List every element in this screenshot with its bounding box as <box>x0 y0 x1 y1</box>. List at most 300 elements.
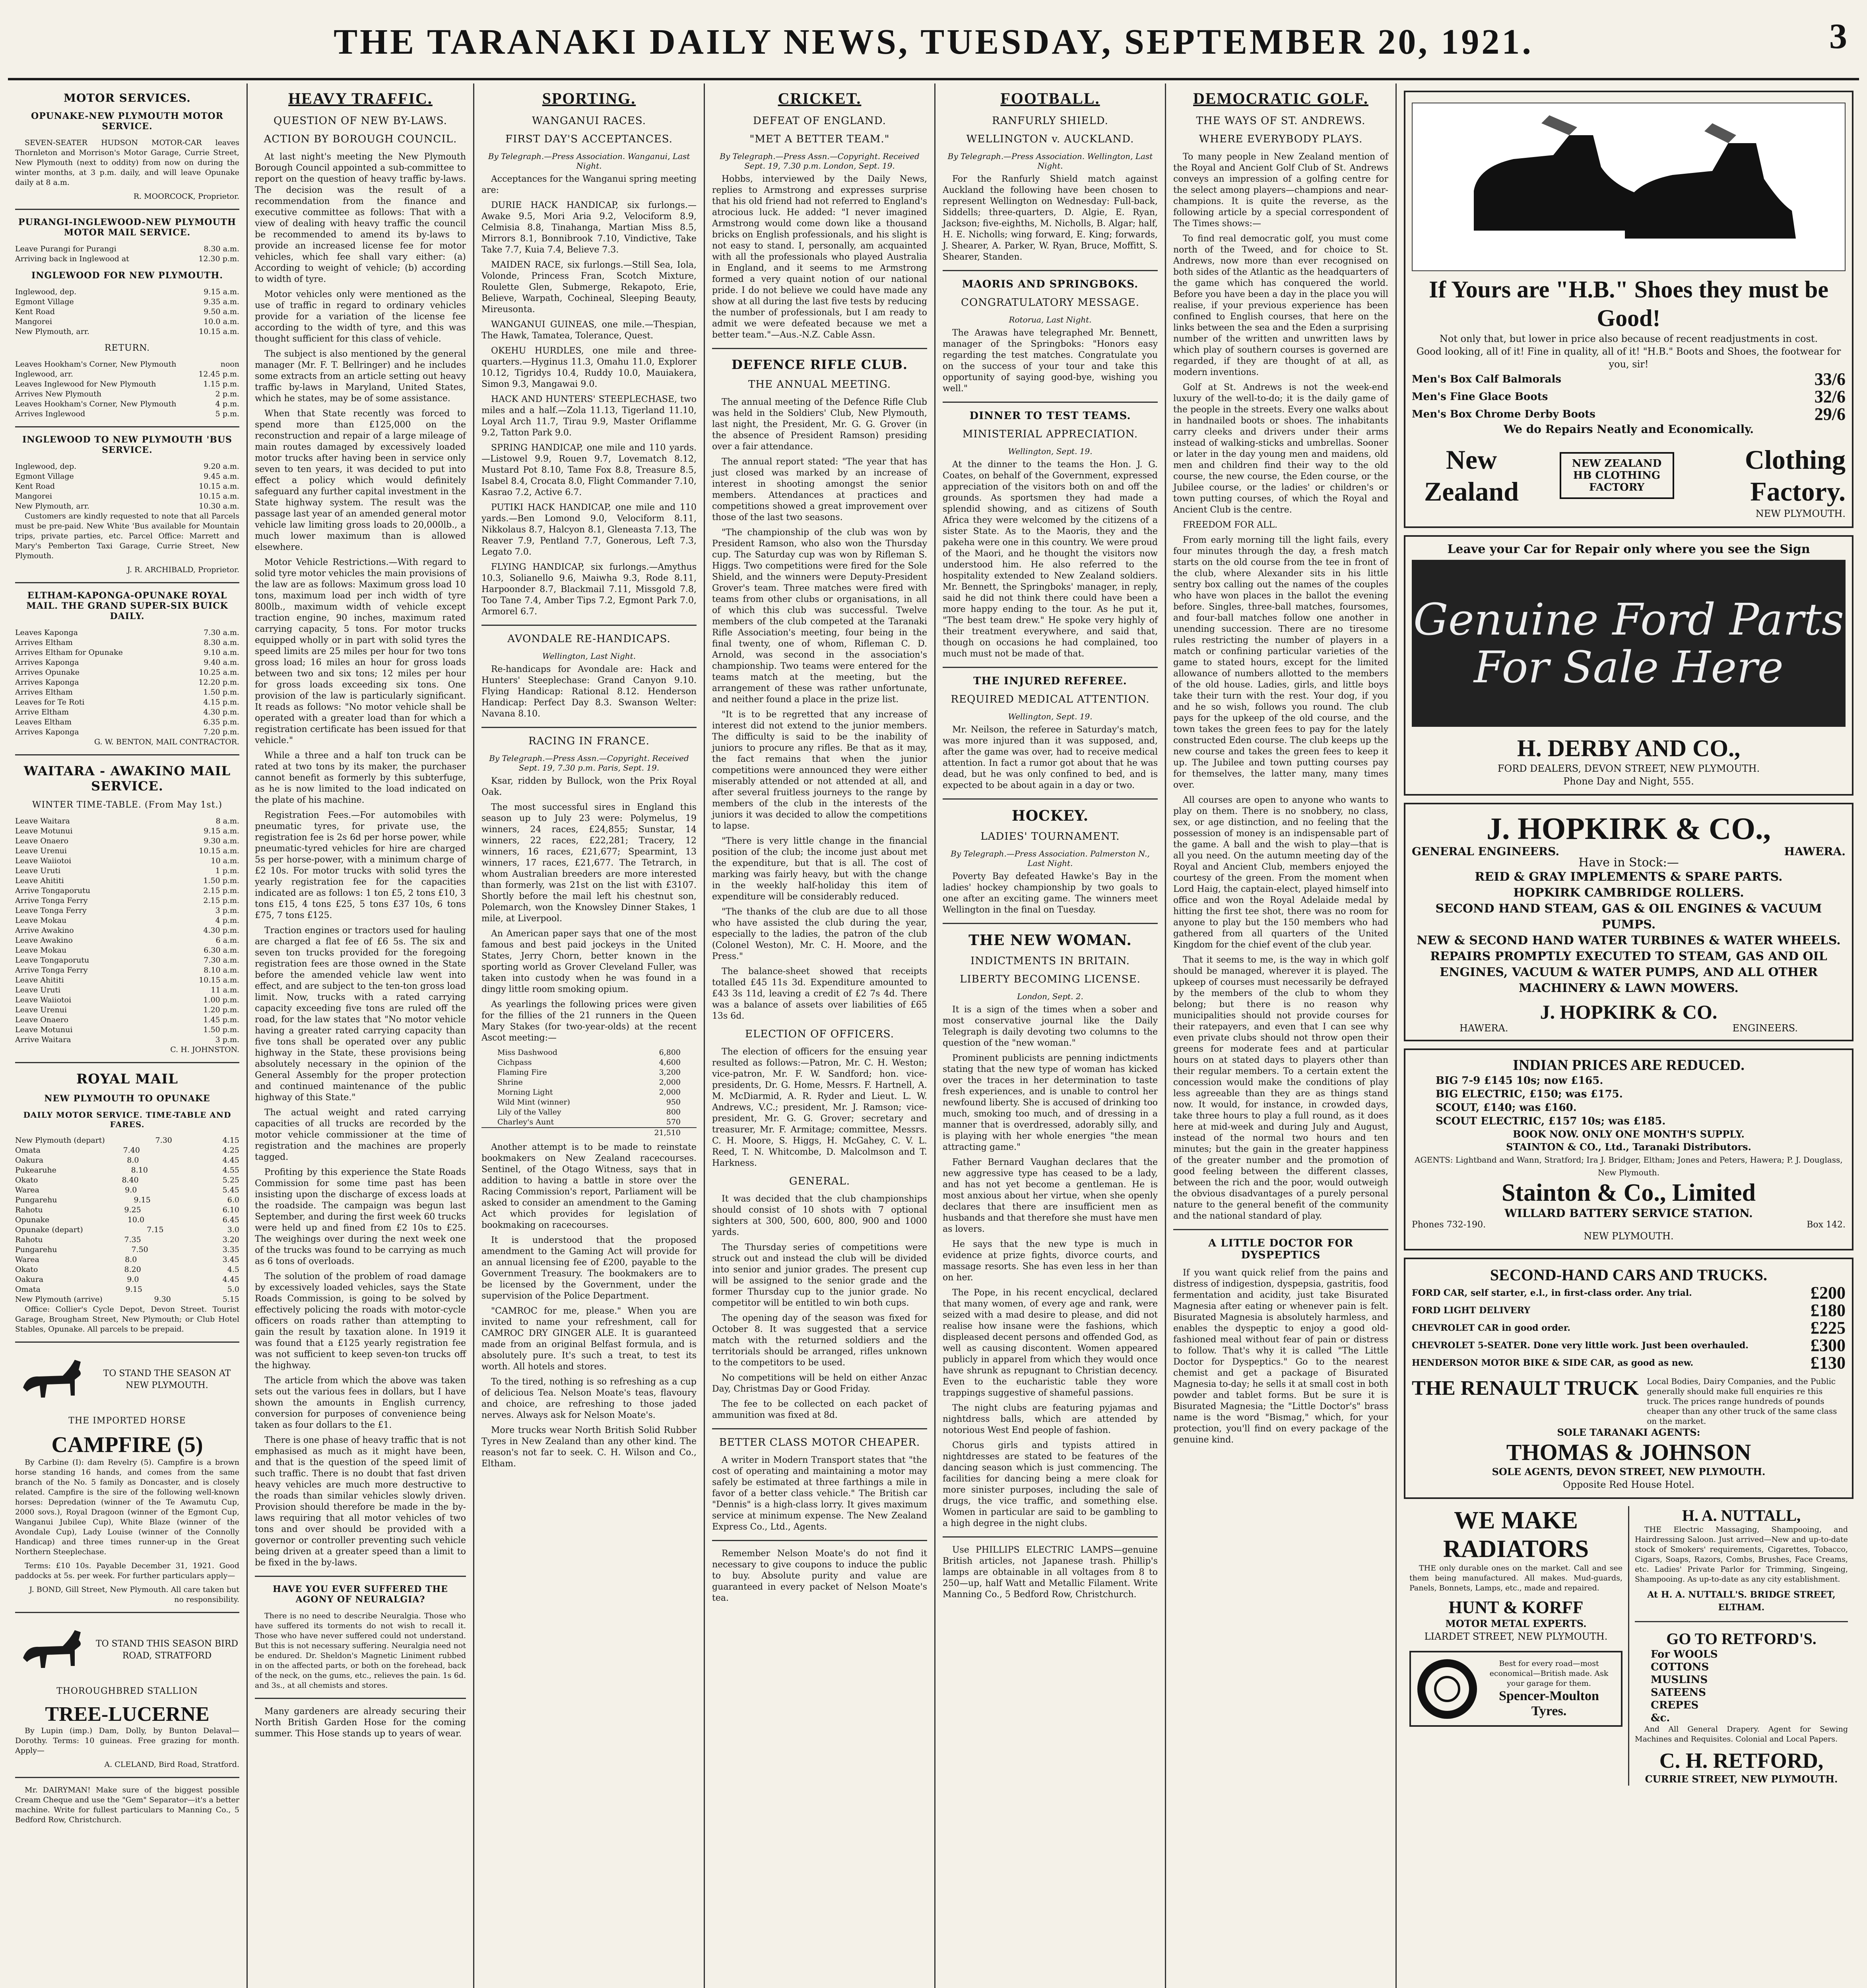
neuralgia-ad-title: HAVE YOU EVER SUFFERED THE AGONY OF NEURALGIA? <box>273 1584 448 1605</box>
heavy-traffic-paragraph: The subject is also mentioned by the general manager (Mr. F. T. Bellringer) and he includes some extracts from an article setting out heavy traffic by-laws in Maryland, United States, which he states, may be of some assistance. <box>255 349 466 404</box>
daily-cell: 4.15 <box>222 1136 239 1145</box>
waitara-row <box>15 1015 239 1025</box>
tyre-slogan: Best for every road—most economical—British made. Ask your garage for them. <box>1489 1659 1609 1688</box>
car-row <box>1412 1284 1846 1302</box>
daily-cell: 6.0 <box>227 1196 239 1204</box>
horse-icon <box>15 1352 95 1408</box>
retford-name: C. H. RETFORD, <box>1659 1749 1824 1773</box>
opunake-heading: OPUNAKE-NEW PLYMOUTH MOTOR SERVICE. <box>31 111 223 132</box>
doctor-text: If you want quick relief from the pains and distress of indigestion, dyspepsia, gastritis, food fermentation and acidity, just take Bisurated Magnesia after eating or whenever pain is felt. Bisurated Magnesia is absolutely harmless, and enables the dyspeptic to enjoy a good old-fashioned meal without fear of pain or distress to follow. That's why it is called "The Little Doctor for Dyspeptics." Go to the nearest chemist and get a package of Bisurated Magnesia to-day; he sells it at small cost in both powder and tablet forms. But be sure it is Bisurated Magnesia; the "Little Doctor's" brass name is the word "Bismag," which, for your protection, you'll find on every package of the genuine kind. <box>1173 1268 1388 1445</box>
waitara-cell: 1.50 p.m. <box>203 876 239 885</box>
indian-price-row: BIG 7-9 £145 10s; now £165. <box>1436 1075 1603 1087</box>
eltham-row <box>15 687 239 697</box>
hb-price-row <box>1412 406 1846 423</box>
heavy-traffic-paragraph: The actual weight and rated carrying capacities of all trucks are recorded by the motor vehicle commissioner at the time of registration and the machines are properly tagged. <box>255 1108 466 1162</box>
return-cell: Arrives Inglewood <box>15 410 85 418</box>
waitara-row <box>15 926 239 936</box>
eltham-cell: 6.35 p.m. <box>203 718 239 726</box>
return-row <box>15 409 239 419</box>
inglewood-bus-schedule <box>15 462 239 511</box>
daily-row <box>15 1175 239 1185</box>
daily-cell: Okato <box>15 1176 38 1184</box>
waitara-row <box>15 1025 239 1035</box>
waitara-row <box>15 836 239 846</box>
daily-cell: Okato <box>15 1265 38 1274</box>
inglewood-bus-row <box>15 472 239 481</box>
inglewood-row <box>15 287 239 297</box>
purangi-cell: Arriving back in Inglewood at <box>15 254 129 263</box>
dinner-byline: Wellington, Sept. 19. <box>1008 447 1093 456</box>
waitara-cell: Arrive Waitara <box>15 1035 71 1044</box>
waitara-cell: 8.10 a.m. <box>204 966 239 975</box>
hopkirk-ad <box>1404 803 1853 1041</box>
hopkirk-line: REPAIRS PROMPTLY EXECUTED TO STEAM, GAS AND OIL ENGINES, VACUUM & WATER PUMPS, AND ALL OTHER MACHINERY & LAWN MOWERS. <box>1430 949 1827 995</box>
eltham-row <box>15 638 239 648</box>
woman-paragraph: Chorus girls and typists attired in nightdresses are stated to be features of the dancing season which is just commencing. The facilities for dancing being a mere cloak for more sinister purposes, including the sale of drugs, the vice traffic, and something else. Women in particular are said to be gambling to a high degree in the night clubs. <box>943 1441 1158 1528</box>
injured-byline: Wellington, Sept. 19. <box>1008 712 1093 721</box>
radiators-title: WE MAKE RADIATORS <box>1443 1507 1589 1563</box>
daily-cell: 5.45 <box>222 1186 239 1194</box>
waitara-row <box>15 916 239 926</box>
daily-cell: Rahotu <box>15 1235 43 1244</box>
column-3-sporting <box>473 83 704 1988</box>
daily-cell: 9.15 <box>125 1285 142 1294</box>
golf-paragraph: From early morning till the light fails, every four minutes through the day, a fresh match starts on the old course from the tee in front of the club, where Alexander sits in his little sentry box calling out the names of the couples who have won places in the ballot the evening before. Singles, three-ball matches, foursomes, and four-ball matches follow one another in unending succession. There are no tiresome rules restricting the number of players in a match or confining particular varieties of the game to stated hours, except for the limited allowance of numbers allotted to the members of the old house. Ladies, girls, and little boys take their turn with the rest. Your dog, if you and he so wish, follows you round. The club pays for the upkeep of the old course, and the town takes the green fees to pay for the lately constructed Eden course. The club keeps up the new course and takes the green fees to keep it up. The Jubilee and town putting courses pay for themselves, the latter many, many times over. <box>1173 535 1388 790</box>
heavy-traffic-sub2: ACTION BY BOROUGH COUNCIL. <box>264 133 457 145</box>
eltham-cell: Leaves Eltham <box>15 718 72 726</box>
hb-price-row <box>1412 371 1846 388</box>
daily-cell: 4.45 <box>222 1275 239 1284</box>
motor-cheaper-heading: BETTER CLASS MOTOR CHEAPER. <box>719 1437 920 1448</box>
daily-cell: 4.45 <box>222 1156 239 1165</box>
radiators-firm-addr: LIARDET STREET, NEW PLYMOUTH. <box>1424 1631 1608 1642</box>
rifle-paragraph: "The championship of the club was won by President Ramson, who also won the Thursday cup. The Saturday cup was won by Rifleman S. Higgs. Two competitions were fired for the Sole Shield, and the winners were Deputy-President Grover's team. Three matches were fired with teams from other clubs or organisations, in all of which this club was successful. Twelve members of the club competed at the Taranaki Rifle Association's meeting, four being in the final twenty, one of whom, Rifleman C. D. Arnold, was second in the association's championship. Two teams were entered for the teams match at the meeting, but the arrangement of these was rather unfortunate, and neither found a place in the prize list. <box>712 528 927 705</box>
daily-cell: 5.0 <box>227 1285 239 1294</box>
daily-cell: 7.40 <box>123 1146 140 1155</box>
daily-row <box>15 1215 239 1225</box>
golf-paragraph: To many people in New Zealand mention of the Royal and Ancient Golf Club of St. Andrews conveys an impression of a golfing centre for the select among players—champions and near-champions. It is quite the reverse, as the following article by a special correspondent of The Times shows:— <box>1173 152 1388 229</box>
yearling-row <box>497 1087 681 1097</box>
waitara-row <box>15 846 239 856</box>
hopkirk-right: HAWERA. <box>1784 845 1846 858</box>
cricket-sub2: "MET A BETTER TEAM." <box>749 133 890 145</box>
retford-item: MUSLINS <box>1651 1674 1708 1686</box>
hb-left: New Zealand <box>1424 445 1519 507</box>
column-2-heavy-traffic <box>246 83 473 1988</box>
ford-top: Leave your Car for Repair only where you see the Sign <box>1447 542 1810 556</box>
waitara-cell: Leave Motunui <box>15 827 73 835</box>
eltham-cell: 1.50 p.m. <box>203 688 239 697</box>
indian-agents: STAINTON & CO., Ltd., Taranaki Distributors. <box>1506 1141 1751 1153</box>
heavy-traffic-paragraph: The article from which the above was taken sets out the various fees in dollars, but I have shown the amounts in English currency, conversion for purposes of convenience being taken as four dollars to the £1. <box>255 1376 466 1430</box>
woman-heading: THE NEW WOMAN. <box>968 932 1132 949</box>
daily-cell: 8.40 <box>122 1176 139 1184</box>
heavy-traffic-paragraph: There is one phase of heavy traffic that is not emphasised as much as it might have been, and that is the question of the speed limit of such traffic. There is no doubt that fast driven heavy vehicles are much more destructive to the roads than similar vehicles slowly driven. Provision should therefore be made in the by-laws requiring that all motor vehicles of two tons and over should be provided with a governor or controller preventing such vehicle being driven at a greater speed than a limit to be fixed in the by-laws. <box>255 1435 466 1568</box>
hb-price-list <box>1412 371 1846 423</box>
return-row <box>15 389 239 399</box>
hb-tagline: Good looking, all of it! Fine in quality, all of it! "H.B." Boots and Shoes, the footwear for you, sir! <box>1416 346 1841 370</box>
ford-parts-ad <box>1404 535 1853 796</box>
daily-cell: 9.30 <box>154 1295 171 1304</box>
daily-cell: 5.25 <box>222 1176 239 1184</box>
campfire-head2: THE IMPORTED HORSE <box>68 1416 186 1426</box>
waitara-sign: C. H. JOHNSTON. <box>170 1045 239 1054</box>
hb-item-price: 32/6 <box>1814 387 1846 406</box>
yearling-cell: 6,800 <box>659 1048 681 1057</box>
eltham-row <box>15 668 239 678</box>
horse-illustration <box>15 1350 239 1409</box>
daily-row <box>15 1245 239 1255</box>
eltham-cell: 7.30 a.m. <box>204 628 239 637</box>
return-cell: 4 p.m. <box>215 400 239 408</box>
waitara-cell: Leave Motunui <box>15 1025 73 1034</box>
indian-price-row: SCOUT, £140; was £160. <box>1436 1102 1577 1114</box>
masthead <box>16 8 1851 76</box>
waitara-cell: 2.15 p.m. <box>203 896 239 905</box>
daily-cell: Opunake <box>15 1215 50 1224</box>
cars-firm-addr: SOLE AGENTS, DEVON STREET, NEW PLYMOUTH. <box>1492 1466 1766 1477</box>
eltham-cell: 4.15 p.m. <box>203 698 239 707</box>
inglewood-bus-note: Customers are kindly requested to note that all Parcels must be pre-paid. New White 'Bus available for Mountain trips, private parties, etc. Parcel Office: Marrett and Mary's Pemberton Taxi Garage, Currie Street, New Plymouth. <box>15 512 239 560</box>
eltham-cell: 4.30 p.m. <box>203 708 239 716</box>
yearlings-table <box>481 1048 697 1127</box>
waitara-cell: Leave Waiiotoi <box>15 856 72 865</box>
waitara-row <box>15 906 239 916</box>
heavy-traffic-paragraph: Motor Vehicle Restrictions.—With regard to solid tyre motor vehicles the main provisions of the law are as follows: Maximum gross load 10 tons, maximum load per inch width of tyre 800lb., maximum width of vehicle except traction engine, 90 inches, maximum rated carrying capacity, 5 tons. For motor trucks equipped wholly or in part with solid tyres the speed limits are 25 miles per hour for two tons gross load; 16 miles an hour for gross loads between two and six tons; 12 miles per hour for gross loads exceeding six tons. One provision of the law is particularly significant. It reads as follows: "No motor vehicle shall be operated with a greater load than for which a registration certificate has been issued for that vehicle." <box>255 557 466 746</box>
waitara-cell: Leave Ahititi <box>15 976 64 984</box>
wanganui-paragraph: HACK AND HUNTERS' STEEPLECHASE, two miles and a half.—Zola 11.13, Tigerland 11.10, Loyal Arch 11.7, Tirau 9.9, Master Oriflamme 9.2, Tatton Park 9.0. <box>481 394 697 438</box>
daily-row <box>15 1185 239 1195</box>
yearling-row <box>497 1048 681 1058</box>
eltham-row <box>15 697 239 707</box>
injured-sub: REQUIRED MEDICAL ATTENTION. <box>951 693 1150 705</box>
yearling-cell: Wild Mint (winner) <box>497 1098 570 1107</box>
maoris-sub: CONGRATULATORY MESSAGE. <box>961 297 1139 309</box>
waitara-cell: Leave Ahititi <box>15 876 64 885</box>
inglewood-bus-cell: 10.15 a.m. <box>199 482 239 491</box>
column-5-football <box>934 83 1165 1988</box>
heavy-traffic-article <box>255 151 466 1569</box>
nuttall-text: THE Electric Massaging, Shampooing, and Hairdressing Saloon. Just arrived—New and up-to-date stock of Smokers' requirements, Cigarettes, Tobacco, Cigars, Soaps, Razors, Combs, Brushes, Face Creams, etc. Ladies' Private Parlor for Trimming, Singeing, Shampooing. As up-to-date as any city establishment. <box>1635 1525 1848 1584</box>
stainton-box: Box 142. <box>1807 1220 1846 1230</box>
daily-cell: Oakura <box>15 1275 44 1284</box>
yearling-row <box>497 1077 681 1087</box>
eltham-cell: Arrives Opunake <box>15 668 80 677</box>
waitara-row <box>15 866 239 876</box>
indian-prices-ad <box>1404 1048 1853 1250</box>
wanganui-paragraph: MAIDEN RACE, six furlongs.—Still Sea, Iola, Volonde, Princess Fran, Scotch Mixture, Roulette Glen, Submerge, Rekapoto, Erie, Believe, Warpath, Cochineal, Sleeping Beauty, Mireusonta. <box>481 260 697 315</box>
daily-cell: Warea <box>15 1255 39 1264</box>
yearling-cell: Lily of the Valley <box>497 1108 561 1116</box>
golf-paragraph: That it seems to me, is the way in which golf should be managed, wherever it is played. The upkeep of courses must necessarily be defrayed by the members of the club to whom they belong; but there is no reason why municipalities should not provide courses for their ratepayers, and even that I can see why even private clubs should not throw open their greens for moderate fees and at particular hours on at stated days to players other than their regular members. To a certain extent the concession would make the conditions of play less agreeable than they are as things stand now. It would, for instance, in crowded days, take three hours to play a full round, as it does here at mid-week and during July and August, instead of the normal two hours and ten minutes; but the gain in the greater happiness of the greater number and the promotion of good feeling between the different classes, between the rich and the poor, would outweigh the obvious disadvantages of a purely personal nature to the general benefit of the community and the national standard of play. <box>1173 955 1388 1221</box>
inglewood-cell: Mangorei <box>15 317 52 326</box>
daily-cell: Rahotu <box>15 1206 43 1214</box>
general-heading: GENERAL. <box>789 1175 850 1187</box>
purangi-schedule <box>15 244 239 264</box>
hopkirk-line: HOPKIRK CAMBRIDGE ROLLERS. <box>1513 886 1744 900</box>
heavy-traffic-heading: HEAVY TRAFFIC. <box>288 89 433 107</box>
rifle-paragraph: The balance-sheet showed that receipts totalled £45 11s 3d. Expenditure amounted to £43 3s 11d, leaving a credit of £2 7s 4d. There was a balance of assets over liabilities of £65 13s 6d. <box>712 967 927 1021</box>
election-heading: ELECTION OF OFFICERS. <box>745 1028 894 1040</box>
cricket-text: Hobbs, interviewed by the Daily News, replies to Armstrong and expresses surprise that his old friend had not referred to England's atrocious luck. He added: "I never imagined Armstrong would come down like a thousand bricks on English professionals, and his slight is not easy to stand. I, personally, am acquainted with all the professionals who played Australia in England, and it seems to me Armstrong formed a very quaint notion of our national pride. I do not believe we could have made any show at all during the last five tests by reducing the number of professionals, but I am ready to admit we were defeated because we met a better team."—Aus.-N.Z. Cable Assn. <box>712 174 927 340</box>
purangi-row <box>15 244 239 254</box>
yearling-cell: Shrine <box>497 1078 523 1087</box>
france-byline: By Telegraph.—Press Assn.—Copyright. Received Sept. 19, 7.30 p.m. Paris, Sept. 19. <box>489 753 689 773</box>
waitara-row <box>15 945 239 955</box>
car-row <box>1412 1302 1846 1319</box>
return-cell: 12.45 p.m. <box>198 370 239 379</box>
dinner-sub: MINISTERIAL APPRECIATION. <box>962 428 1138 440</box>
inglewood-heading: INGLEWOOD FOR NEW PLYMOUTH. <box>31 270 223 281</box>
hb-sub: Not only that, but lower in price also because of recent readjustments in cost. <box>1439 333 1818 344</box>
france-paragraph: As yearlings the following prices were given for the fillies of the 21 runners in the Queen Mary Stakes (for two-year-olds) at the recent Ascot meeting:— <box>481 1000 697 1043</box>
wanganui-paragraph: OKEHU HURDLES, one mile and three-quarters.—Hyginus 11.3, Omahu 11.0, Explorer 10.12, Tigridys 10.4, Ruddy 10.0, Mauiakera, Simon 9.3, Mangawai 9.0. <box>481 346 697 389</box>
yearling-cell: Morning Light <box>497 1088 553 1097</box>
football-text: For the Ranfurly Shield match against Auckland the following have been chosen to represent Wellington on Wednesday: Full-back, Siddells; three-quarters, D. Algie, E. Ryan, Jackson; five-eighths, M. Nicholls, B. Algar; half, H. E. Nicholls; wing forward, E. King; forwards, J. Shearer, A. Parker, W. Ryan, Bruce, Moffitt, S. Shearer, Standen. <box>943 174 1158 262</box>
waitara-cell: 3 p.m. <box>215 906 239 915</box>
eltham-cell: Arrives Eltham for Opunake <box>15 648 123 657</box>
eltham-row <box>15 648 239 658</box>
lucerne-head2: THOROUGHBRED STALLION <box>56 1686 198 1696</box>
daily-cell: Omata <box>15 1146 41 1155</box>
election-text: The election of officers for the ensuing year resulted as follows:—Patron, Mr. C. H. Weston; vice-patron, Mr. F. W. Sandford; hon. vice-presidents, Dr. G. Home, Messrs. F. Hartnell, A. M. McDiarmid, A. R. Ryder and Lieut. L. W. Andrews, V.C.; president, Mr. J. Ramson; vice-president, Mr. G. G. Grover; secretary and treasurer, Mr. F. Armitage; committee, Messrs. C. H. Moore, S. Higgs, H. McGahey, C. V. L. Reed, T. N. Whitcombe, D. Malcolmson and T. Harkness. <box>712 1047 927 1168</box>
waitara-cell: 3 p.m. <box>215 1035 239 1044</box>
inglewood-bus-cell: 10.15 a.m. <box>199 492 239 501</box>
hopkirk-line: SECOND HAND STEAM, GAS & OIL ENGINES & VACUUM PUMPS. <box>1435 902 1822 932</box>
car-row <box>1412 1337 1846 1354</box>
cars-price-list <box>1412 1284 1846 1372</box>
daily-cell: 6.10 <box>222 1206 239 1214</box>
radiators-text: THE only durable ones on the market. Call and see them being manufactured. All makes. Mud-guards, Panels, Bonnets, Lamps, etc., made and repaired. <box>1409 1564 1622 1592</box>
golf-paragraph: FREEDOM FOR ALL. <box>1183 520 1278 530</box>
woman-paragraph: It is a sign of the times when a sober and most conservative journal like the Daily Telegraph is daily devoting two columns to the question of the "new woman." <box>943 1005 1158 1048</box>
second-hand-cars-ad <box>1404 1258 1853 1499</box>
inglewood-row <box>15 317 239 327</box>
return-row <box>15 399 239 409</box>
waitara-cell: Leave Waiiotoi <box>15 996 72 1004</box>
hb-shoes-ad <box>1404 91 1853 528</box>
woman-sub2: LIBERTY BECOMING LICENSE. <box>960 973 1141 985</box>
inglewood-bus-cell: Egmont Village <box>15 472 74 481</box>
wanganui-paragraph: Acceptances for the Wanganui spring meeting are: <box>481 174 697 195</box>
hockey-text: Poverty Bay defeated Hawke's Bay in the ladies' hockey championship by two goals to one after an exciting game. The winners meet Wellington in the final on Tuesday. <box>943 872 1158 915</box>
radiators-firm: HUNT & KORFF <box>1448 1598 1584 1617</box>
rifle-article <box>712 397 927 1022</box>
wanganui-acceptances <box>481 174 697 617</box>
rifle-paragraph: The annual report stated: "The year that has just closed was marked by an increase of interest in shooting amongst the senior members. Attendances at practices and competitions showed a great improvement over those of the last two seasons. <box>712 457 927 522</box>
retford-item: COTTONS <box>1651 1661 1709 1673</box>
return-row <box>15 369 239 379</box>
daily-cell: Pungarehu <box>15 1245 57 1254</box>
waitara-cell: Leave Tonga Ferry <box>15 906 87 915</box>
daily-cell: 3.45 <box>222 1255 239 1264</box>
daily-cell: 9.15 <box>134 1196 151 1204</box>
nuttall-retford-ads <box>1628 1506 1853 1786</box>
waitara-row <box>15 975 239 985</box>
waitara-row <box>15 816 239 826</box>
eltham-cell: 7.20 p.m. <box>203 728 239 736</box>
waitara-schedule <box>15 816 239 1045</box>
dairyman-text: Mr. DAIRYMAN! Make sure of the biggest possible Cream Cheque and use the "Gem" Separator—it's a better machine. Write for fullest particulars to Manning Co., 5 Bedford Row, Christchurch. <box>15 1786 239 1824</box>
daily-cell: Warea <box>15 1186 39 1194</box>
cars-agents: SOLE TARANAKI AGENTS: <box>1557 1427 1700 1438</box>
nuttall-addr: At H. A. NUTTALL'S. BRIDGE STREET, ELTHAM. <box>1647 1590 1836 1613</box>
daily-cell: Pukearuhe <box>15 1166 56 1175</box>
eltham-heading: ELTHAM-KAPONGA-OPUNAKE ROYAL MAIL. THE GRAND SUPER-SIX BUICK DAILY. <box>26 590 228 621</box>
retford-title: GO TO RETFORD'S. <box>1666 1630 1817 1648</box>
yearling-row <box>497 1058 681 1068</box>
hopkirk-name: J. HOPKIRK & CO., <box>1487 811 1771 846</box>
maoris-heading: MAORIS AND SPRINGBOKS. <box>962 278 1139 290</box>
waitara-cell: 6.30 a.m. <box>204 946 239 955</box>
yearling-cell: 950 <box>666 1098 681 1107</box>
eltham-cell: 10.25 a.m. <box>199 668 239 677</box>
eltham-cell: Arrives Eltham <box>15 638 73 647</box>
cars-firm: THOMAS & JOHNSON <box>1506 1439 1751 1465</box>
eltham-cell: Arrives Kaponga <box>15 658 79 667</box>
daily-cell: 4.55 <box>222 1166 239 1175</box>
phillips-text: Use PHILLIPS ELECTRIC LAMPS—genuine British articles, not Japanese trash. Phillip's lamps are obtainable in all voltages from 8 to 250—up, half Watt and Metallic Filament. Write Manning Co., 5 Bedford Row, Christchurch. <box>943 1545 1158 1600</box>
hb-item-price: 33/6 <box>1814 369 1846 389</box>
heavy-traffic-paragraph: Registration Fees.—For automobiles with pneumatic tyres, for private use, the registration fee is 2s 6d per horse power, while pneumatic-tyred vehicles for hire are charged 5s per horse-power, with a minimum charge of £2 10s. For motor trucks with solid tyres the yearly registration fee for the capacities indicated are as follows: 1 ton £5, 2 tons £10, 3 tons £15, 4 tons £25, 5 tons £37 10s, 6 tons £75, 7 tons £125. <box>255 810 466 920</box>
daily-row <box>15 1275 239 1285</box>
ford-phone: Phone Day and Night, 555. <box>1563 776 1694 787</box>
horse-illustration-2 <box>15 1620 239 1680</box>
daily-cell: Opunake (depart) <box>15 1225 83 1234</box>
eltham-cell: Arrive Eltham <box>15 708 69 716</box>
motor-cheaper-text: A writer in Modern Transport states that "the cost of operating and maintaining a motor may safely be estimated at three farthings a mile in favor of a better class vehicle." The British car "Dennis" is a high-class lorry. It gives maximum service at minimum expense. The New Zealand Express Co., Ltd., Agents. <box>712 1455 927 1532</box>
inglewood-schedule <box>15 287 239 337</box>
eltham-cell: Leaves for Te Roti <box>15 698 85 707</box>
heavy-traffic-sub1: QUESTION OF NEW BY-LAWS. <box>274 115 447 127</box>
waitara-row <box>15 965 239 975</box>
sporting-closing-paragraph: "CAMROC for me, please." When you are invited to name your refreshment, call for CAMROC DRY GINGER ALE. It is guaranteed made from an original Belfast formula, and is absolutely pure. It's such a treat, to test its worth. All hotels and stores. <box>481 1306 697 1372</box>
ford-banner: Genuine Ford Parts For Sale Here <box>1412 560 1846 727</box>
waitara-row <box>15 1035 239 1045</box>
football-heading: FOOTBALL. <box>1000 89 1100 107</box>
purangi-row <box>15 254 239 264</box>
inglewood-bus-cell: New Plymouth, arr. <box>15 502 89 511</box>
lucerne-title: TREE-LUCERNE <box>45 1703 210 1726</box>
eltham-row <box>15 707 239 717</box>
waitara-cell: 1.45 p.m. <box>203 1015 239 1024</box>
eltham-schedule <box>15 628 239 737</box>
daily-cell: 9.25 <box>124 1206 141 1214</box>
inglewood-cell: 9.50 a.m. <box>204 307 239 316</box>
inglewood-cell: 10.15 a.m. <box>199 327 239 336</box>
daily-cell: 9.0 <box>127 1275 139 1284</box>
injured-heading: THE INJURED REFEREE. <box>973 675 1127 687</box>
daily-row <box>15 1165 239 1175</box>
daily-cell: 4.5 <box>227 1265 239 1274</box>
rifle-paragraph: The annual meeting of the Defence Rifle Club was held in the Soldiers' Club, New Plymouth, last night, the President, Mr. G. G. Grover (in the absence of President Ramson) presiding over a fair attendance. <box>712 397 927 452</box>
france-paragraph: An American paper says that one of the most famous and best paid jockeys in the United States, Jerry Chorn, better known in the sporting world as Grover Cleveland Fuller, was taken into custody when he was found in a dingy little room smoking opium. <box>481 929 697 994</box>
waitara-cell: 6 a.m. <box>215 936 239 945</box>
daily-row <box>15 1285 239 1295</box>
ford-address: FORD DEALERS, DEVON STREET, NEW PLYMOUTH. <box>1497 763 1760 774</box>
daily-row <box>15 1136 239 1145</box>
hb-right: Clothing Factory. <box>1745 445 1846 507</box>
france-article <box>481 776 697 1044</box>
stainton-city: NEW PLYMOUTH. <box>1584 1231 1674 1242</box>
sporting-sub1: WANGANUI RACES. <box>532 115 646 127</box>
woman-sub1: INDICTMENTS IN BRITAIN. <box>970 955 1130 967</box>
daily-cell: 5.15 <box>222 1295 239 1304</box>
daily-cell: 7.35 <box>124 1235 141 1244</box>
daily-cell: 3.20 <box>222 1235 239 1244</box>
maoris-byline: Rotorua, Last Night. <box>1009 315 1092 324</box>
sporting-closing <box>481 1142 697 1470</box>
waitara-cell: Arrive Tonga Ferry <box>15 966 88 975</box>
heavy-traffic-paragraph: Motor vehicles only were mentioned as the use of traffic in regard to ordinary vehicles provide for a variation of the license fee according to the width of tyre, and this was thought sufficient for this class of vehicle. <box>255 289 466 344</box>
heavy-traffic-paragraph: Traction engines or tractors used for hauling are charged a flat fee of £6 5s. The six and seven ton trucks provided for the foregoing registration fees are those owned in the State before the amended vehicle law went into effect, and are subject to the ten-ton gross load limit. Now, trucks with a rated carrying capacity exceeding five tons are ruled off the road, for the law states that "No motor vehicle having a greater rated carrying capacity than five tons shall be operated over any public highway in the State, these provisions being absolutely necessary in the opinion of the General Assembly for the proper protection and continued maintenance of the public highway of this State." <box>255 926 466 1103</box>
yearling-cell: Cichpass <box>497 1058 532 1067</box>
cricket-sub1: DEFEAT OF ENGLAND. <box>753 115 886 127</box>
indian-agents-list: AGENTS: Lightband and Wann, Stratford; Ira J. Bridger, Eltham; Jones and Peters, Hawera; P. J. Douglass, New Plymouth. <box>1415 1155 1843 1177</box>
daily-row <box>15 1155 239 1165</box>
waitara-cell: 10.15 a.m. <box>199 846 239 855</box>
daily-cell: 6.45 <box>222 1215 239 1224</box>
hopkirk-sign-left: HAWERA. <box>1459 1023 1508 1034</box>
woman-paragraph: The night clubs are featuring pyjamas and nightdress balls, which are attended by notorious West End people of fashion. <box>943 1403 1158 1435</box>
waitara-row <box>15 826 239 836</box>
waitara-cell: Leave Onaero <box>15 837 69 845</box>
golf-paragraph: To find real democratic golf, you must come north of the Tweed, and for choice to St. Andrews, now more than ever recognised on both sides of the Atlantic as the headquarters of the game which has conquered the world. Before you have been a day in the place you will realise, if your previous experience has been confined to English courses, that here on the links between the sea and the Eden a surprising number of the written and unwritten laws by which play of southern courses is governed are regarded, if they are thought of at all, as modern inventions. <box>1173 234 1388 377</box>
sporting-closing-paragraph: It is understood that the proposed amendment to the Gaming Act will provide for an annual licensing fee of £200, payable to the Government Treasury. The bookmakers are to be licensed by the Government, under the supervision of the Police Department. <box>481 1235 697 1301</box>
yearling-cell: 2,000 <box>659 1078 681 1087</box>
general-paragraph: The fee to be collected on each packet of ammunition was fixed at 8d. <box>712 1399 927 1420</box>
inglewood-row <box>15 327 239 337</box>
column-1-services <box>8 83 246 1988</box>
return-schedule <box>15 359 239 419</box>
waitara-row <box>15 995 239 1005</box>
daily-cell: New Plymouth (arrive) <box>15 1295 103 1304</box>
daily-cell: Oakura <box>15 1156 44 1165</box>
waitara-cell: Leave Mokau <box>15 946 67 955</box>
football-sub2: WELLINGTON v. AUCKLAND. <box>966 133 1134 145</box>
campfire-terms: Terms: £10 10s. Payable December 31, 1921. Good paddocks at 5s. per week. For further particulars apply— <box>15 1561 239 1580</box>
golf-article <box>1173 151 1388 1222</box>
tyre-brand: Spencer-Moulton Tyres. <box>1499 1689 1599 1718</box>
indian-book: BOOK NOW. ONLY ONE MONTH'S SUPPLY. <box>1513 1128 1745 1140</box>
hb-headline: If Yours are "H.B." Shoes they must be Good! <box>1429 276 1828 331</box>
daily-schedule <box>15 1136 239 1305</box>
cricket-heading: CRICKET. <box>778 89 862 107</box>
daily-note: Office: Collier's Cycle Depot, Devon Street. Tourist Garage, Brougham Street, New Plymouth; or Club Hotel Stables, Opunake. All parcels to be prepaid. <box>15 1305 239 1334</box>
cars-firm-opp: Opposite Red House Hotel. <box>1562 1479 1695 1490</box>
yearling-row <box>497 1097 681 1107</box>
heavy-traffic-paragraph: Profiting by this experience the State Roads Commission for some time past has been insisting upon the discharge of excess loads at the roadside. The campaign was begun last September, and during the first week 60 trucks were held up and fined from £2 10s to £25. The weighings over during the next week one of the trucks was found to be carrying as much as 6 tons of overloads. <box>255 1167 466 1266</box>
hb-repairs: We do Repairs Neatly and Economically. <box>1503 423 1754 436</box>
daily-cell: 3.0 <box>227 1225 239 1234</box>
hockey-heading: HOCKEY. <box>1011 808 1089 824</box>
golf-sub1: THE WAYS OF ST. ANDREWS. <box>1196 115 1366 127</box>
woman-paragraph: He says that the new type is much in evidence at prize fights, divorce courts, and massage resorts. She has even less in her than on her. <box>943 1239 1158 1283</box>
return-cell: Arrives New Plymouth <box>15 390 102 398</box>
return-cell: noon <box>220 360 239 369</box>
purangi-cell: 12.30 p.m. <box>198 254 239 263</box>
injured-text: Mr. Neilson, the referee in Saturday's match, was more injured than it was supposed, and, after the game was over, had to receive medical attention. In fact a rumor got about that he was dead, but he was only confined to bed, and is expected to be about again in a day or two. <box>943 725 1158 790</box>
eltham-cell: Arrives Eltham <box>15 688 73 697</box>
renault-text: Local Bodies, Dairy Companies, and the Public generally should make full enquiries re this truck. The prices range hundreds of pounds cheaper than any other truck of the same class on the market. <box>1647 1376 1837 1426</box>
car-price: £225 <box>1811 1318 1846 1338</box>
eltham-cell: 8.30 a.m. <box>204 638 239 647</box>
football-sub1: RANFURLY SHIELD. <box>992 115 1108 127</box>
daily-row <box>15 1195 239 1205</box>
car-name: HENDERSON MOTOR BIKE & SIDE CAR, as good as new. <box>1412 1358 1694 1368</box>
daily-cell: 8.0 <box>127 1156 139 1165</box>
inglewood-bus-cell: 9.45 a.m. <box>204 472 239 481</box>
